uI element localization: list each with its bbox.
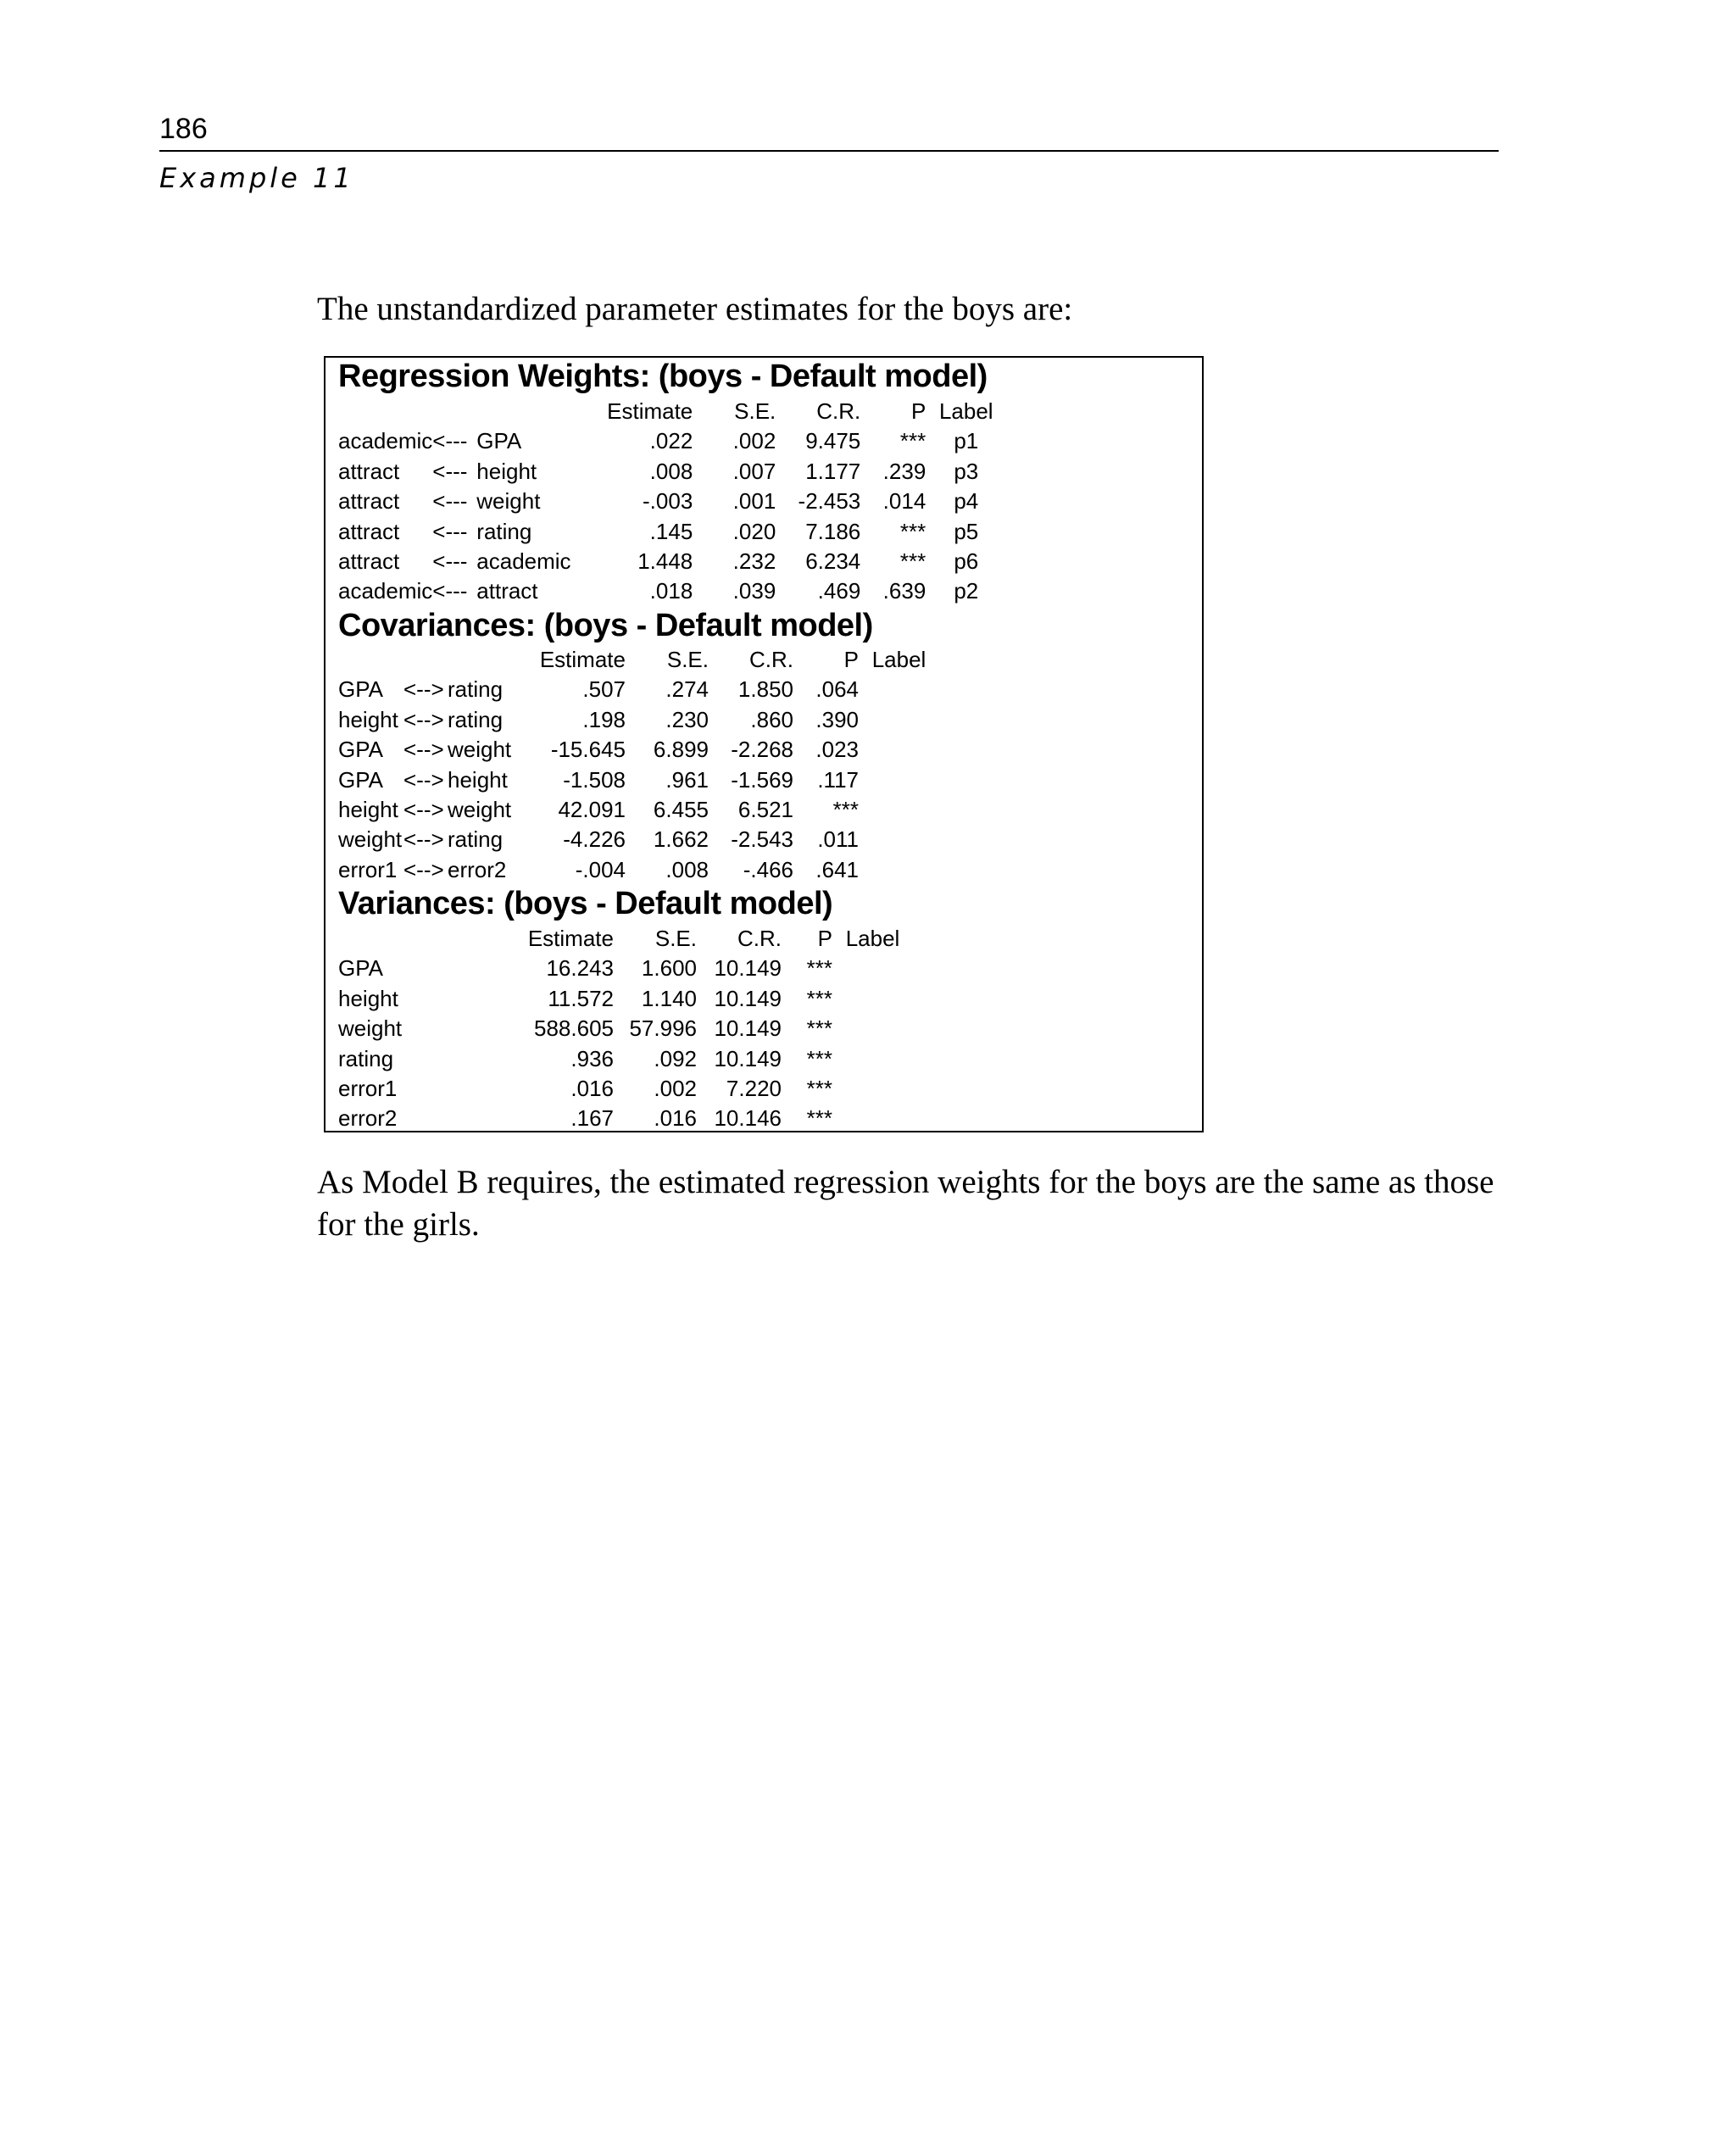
parameter-label: p4	[954, 488, 979, 515]
path-arrow: <-->	[403, 856, 444, 882]
parameter-label	[859, 795, 939, 825]
cr-value: -2.453	[798, 488, 861, 515]
column-header: C.R.	[737, 926, 782, 951]
parameter-label: p6	[954, 548, 979, 575]
se-value: 6.899	[653, 737, 709, 763]
variable-name: height	[448, 766, 508, 793]
se-value: .232	[732, 548, 776, 575]
p-value: ***	[806, 955, 832, 982]
cr-value: .469	[817, 578, 861, 604]
parameter-label: p3	[954, 458, 979, 484]
amos-output-box	[324, 356, 1204, 1132]
parameter-label	[832, 1014, 913, 1043]
path-arrow: <-->	[403, 797, 444, 823]
covariances-title: Covariances: (boys - Default model)	[338, 608, 873, 643]
variances-table	[338, 924, 913, 1134]
p-value: ***	[806, 1076, 832, 1102]
p-value: ***	[899, 428, 926, 454]
regression-weights-table	[338, 397, 1006, 607]
parameter-label	[859, 705, 939, 735]
variable-name: weight	[338, 1015, 403, 1042]
se-value: 57.996	[629, 1015, 697, 1042]
cr-value: 10.149	[714, 955, 782, 982]
variable-name: attract	[476, 578, 538, 604]
covariances-row	[338, 795, 939, 825]
variable-name: error1	[338, 1076, 398, 1102]
estimate-value: -.004	[575, 856, 626, 882]
variable-name: rating	[338, 1045, 394, 1071]
cr-value: 10.149	[714, 1045, 782, 1071]
se-value: .039	[732, 578, 776, 604]
se-value: .007	[732, 458, 776, 484]
se-value: 1.662	[653, 826, 709, 853]
se-value: .092	[654, 1045, 697, 1071]
estimate-value: .198	[582, 706, 626, 732]
parameter-label	[832, 1074, 913, 1104]
cr-value: 7.186	[805, 518, 861, 544]
path-arrow: <---	[432, 458, 468, 484]
intro-paragraph: The unstandardized parameter estimates for the boys are:	[317, 291, 1073, 327]
estimate-value: .016	[570, 1076, 614, 1102]
column-header: P	[817, 926, 832, 951]
covariances-table	[338, 645, 939, 885]
p-value: ***	[899, 548, 926, 575]
p-value: ***	[832, 797, 859, 823]
column-header: Estimate	[607, 398, 693, 424]
covariances-header-row	[338, 645, 939, 675]
column-header: P	[843, 647, 859, 672]
se-value: .230	[665, 706, 709, 732]
cr-value: -.466	[743, 856, 793, 882]
p-value: .390	[815, 706, 859, 732]
regression-weights-row	[338, 576, 1006, 606]
cr-value: -1.569	[731, 766, 793, 793]
variances-row	[338, 1074, 913, 1104]
path-arrow: <---	[432, 428, 468, 454]
se-value: 1.600	[641, 955, 697, 982]
running-head: Example 11	[159, 162, 354, 194]
cr-value: 7.220	[726, 1076, 782, 1102]
variances-row	[338, 1044, 913, 1074]
variable-name: academic	[476, 548, 571, 575]
parameter-label	[832, 984, 913, 1014]
covariances-body	[338, 675, 939, 885]
variable-name: attract	[338, 548, 400, 575]
regression-weights-row	[338, 517, 1006, 547]
estimate-value: -1.508	[563, 766, 626, 793]
page-number: 186	[159, 113, 208, 145]
parameter-label: p5	[954, 518, 979, 544]
p-value: ***	[806, 985, 832, 1011]
variable-name: weight	[338, 826, 403, 853]
parameter-label	[859, 825, 939, 854]
p-value: .014	[882, 488, 926, 515]
cr-value: 10.146	[714, 1105, 782, 1132]
column-header: Label	[845, 926, 900, 951]
se-value: 6.455	[653, 797, 709, 823]
column-header: Estimate	[539, 647, 626, 672]
variable-name: rating	[448, 826, 504, 853]
se-value: .001	[732, 488, 776, 515]
cr-value: 9.475	[805, 428, 861, 454]
p-value: ***	[806, 1015, 832, 1042]
variances-body	[338, 954, 913, 1133]
parameter-label	[832, 954, 913, 983]
estimate-value: -.003	[643, 488, 693, 515]
covariances-row	[338, 735, 939, 765]
covariances-row	[338, 765, 939, 795]
covariances-row	[338, 675, 939, 704]
variances-title: Variances: (boys - Default model)	[338, 886, 833, 921]
variable-name: GPA	[338, 676, 383, 703]
variances-row	[338, 954, 913, 983]
path-arrow: <---	[432, 518, 468, 544]
p-value: ***	[806, 1105, 832, 1132]
path-arrow: <-->	[403, 706, 444, 732]
parameter-label: p2	[954, 578, 979, 604]
regression-weights-header-row	[338, 397, 1006, 426]
parameter-label	[859, 675, 939, 704]
variable-name: rating	[476, 518, 532, 544]
variable-name: rating	[448, 706, 504, 732]
covariances-row	[338, 825, 939, 854]
p-value: ***	[806, 1045, 832, 1071]
column-header: P	[910, 398, 926, 424]
column-header: Estimate	[527, 926, 614, 951]
se-value: .274	[665, 676, 709, 703]
cr-value: .860	[750, 706, 793, 732]
estimate-value: 16.243	[546, 955, 614, 982]
p-value: .639	[882, 578, 926, 604]
header-rule	[159, 150, 1499, 152]
covariances-row	[338, 705, 939, 735]
cr-value: 1.177	[805, 458, 861, 484]
parameter-label	[859, 855, 939, 885]
path-arrow: <-->	[403, 737, 444, 763]
column-header: S.E.	[654, 926, 697, 951]
estimate-value: 1.448	[637, 548, 693, 575]
variable-name: rating	[448, 676, 504, 703]
path-arrow: <-->	[403, 676, 444, 703]
parameter-label: p1	[954, 428, 979, 454]
cr-value: 10.149	[714, 985, 782, 1011]
variable-name: height	[338, 797, 398, 823]
cr-value: 6.521	[737, 797, 793, 823]
regression-weights-row	[338, 426, 1006, 456]
variable-name: height	[476, 458, 537, 484]
regression-weights-row	[338, 487, 1006, 516]
cr-value: -2.543	[731, 826, 793, 853]
path-arrow: <-->	[403, 826, 444, 853]
path-arrow: <---	[432, 548, 468, 575]
path-arrow: <-->	[403, 766, 444, 793]
cr-value: -2.268	[731, 737, 793, 763]
estimate-value: -4.226	[563, 826, 626, 853]
estimate-value: .936	[570, 1045, 614, 1071]
variable-name: error1	[338, 856, 398, 882]
estimate-value: .167	[570, 1105, 614, 1132]
column-header: Label	[871, 647, 926, 672]
parameter-label	[832, 1104, 913, 1133]
regression-weights-body	[338, 426, 1006, 606]
variable-name: weight	[448, 797, 512, 823]
p-value: ***	[899, 518, 926, 544]
regression-weights-row	[338, 547, 1006, 576]
variable-name: academic	[338, 428, 433, 454]
column-header: S.E.	[666, 647, 709, 672]
p-value: .641	[815, 856, 859, 882]
p-value: .239	[882, 458, 926, 484]
closing-paragraph: As Model B requires, the estimated regression weights for the boys are the same as those for the girls.	[317, 1164, 1494, 1243]
estimate-value: .008	[649, 458, 693, 484]
estimate-value: 588.605	[534, 1015, 614, 1042]
parameter-label	[859, 735, 939, 765]
variable-name: attract	[338, 518, 400, 544]
variable-name: weight	[476, 488, 541, 515]
variable-name: GPA	[476, 428, 522, 454]
parameter-label	[832, 1044, 913, 1074]
variances-header-row	[338, 924, 913, 954]
se-value: .016	[654, 1105, 697, 1132]
variable-name: weight	[448, 737, 512, 763]
estimate-value: .145	[649, 518, 693, 544]
variable-name: height	[338, 706, 398, 732]
se-value: .020	[732, 518, 776, 544]
estimate-value: 11.572	[548, 985, 614, 1011]
p-value: .117	[817, 766, 859, 793]
variable-name: attract	[338, 488, 400, 515]
path-arrow: <---	[432, 578, 468, 604]
se-value: .961	[665, 766, 709, 793]
p-value: .023	[815, 737, 859, 763]
estimate-value: .018	[649, 578, 693, 604]
variances-row	[338, 984, 913, 1014]
estimate-value: .507	[582, 676, 626, 703]
p-value: .011	[817, 826, 859, 853]
column-header: Label	[938, 398, 993, 424]
variable-name: GPA	[338, 955, 383, 982]
column-header: S.E.	[734, 398, 776, 424]
p-value: .064	[815, 676, 859, 703]
variable-name: GPA	[338, 737, 383, 763]
variable-name: error2	[338, 1105, 398, 1132]
path-arrow: <---	[432, 488, 468, 515]
se-value: .002	[732, 428, 776, 454]
variable-name: GPA	[338, 766, 383, 793]
estimate-value: .022	[649, 428, 693, 454]
se-value: .008	[665, 856, 709, 882]
cr-value: 1.850	[737, 676, 793, 703]
parameter-label	[859, 765, 939, 795]
regression-weights-title: Regression Weights: (boys - Default model)	[338, 359, 988, 394]
variances-row	[338, 1014, 913, 1043]
covariances-row	[338, 855, 939, 885]
variances-row	[338, 1104, 913, 1133]
column-header: C.R.	[749, 647, 793, 672]
cr-value: 10.149	[714, 1015, 782, 1042]
se-value: .002	[654, 1076, 697, 1102]
estimate-value: 42.091	[558, 797, 626, 823]
variable-name: height	[338, 985, 398, 1011]
cr-value: 6.234	[805, 548, 861, 575]
variable-name: error2	[448, 856, 507, 882]
estimate-value: -15.645	[550, 737, 626, 763]
regression-weights-row	[338, 457, 1006, 487]
column-header: C.R.	[816, 398, 861, 424]
variable-name: attract	[338, 458, 400, 484]
se-value: 1.140	[641, 985, 697, 1011]
variable-name: academic	[338, 578, 433, 604]
